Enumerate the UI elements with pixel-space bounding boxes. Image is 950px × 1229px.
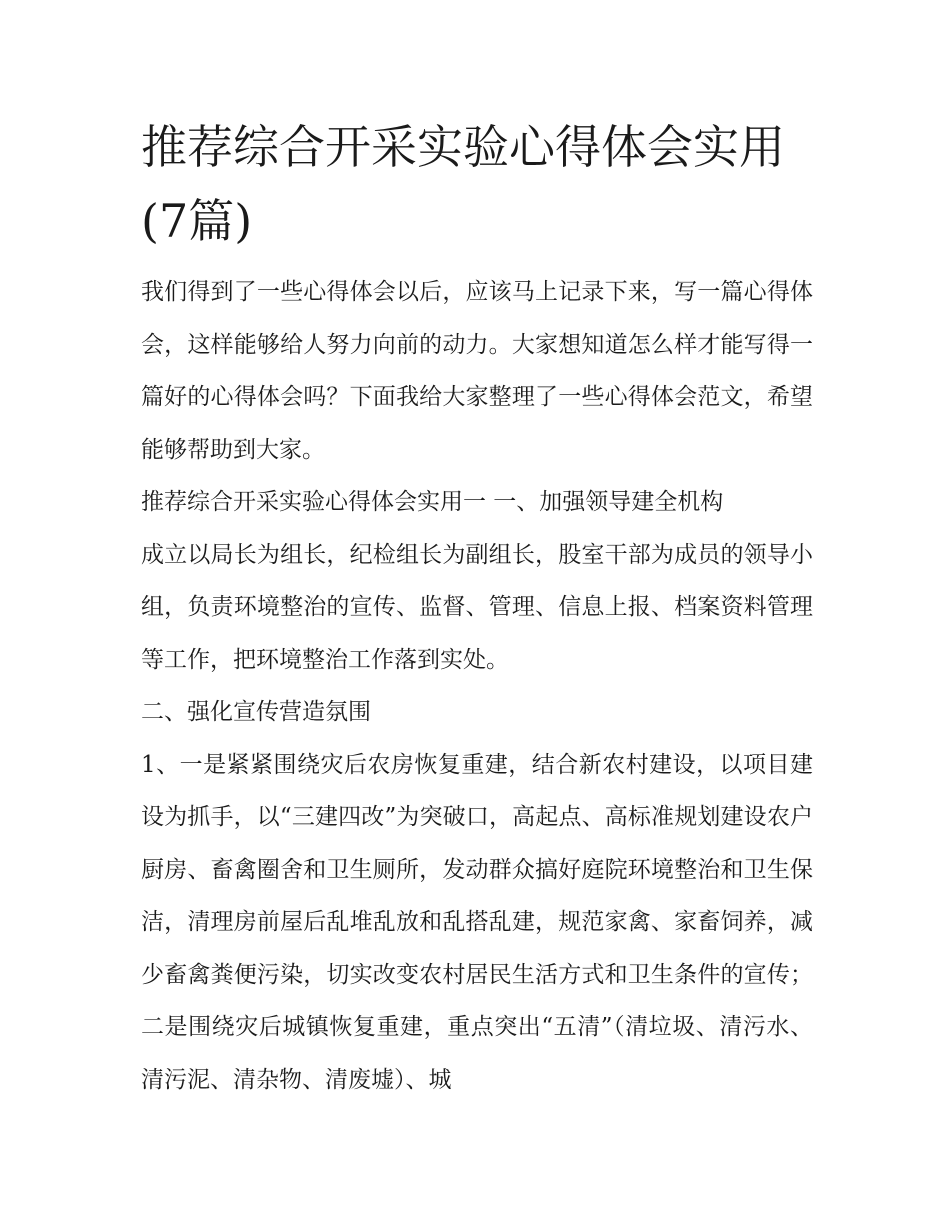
document-body (141, 110, 813, 1106)
paragraph-intro: 我们得到了一些心得体会以后，应该马上记录下来，写一篇心得体会，这样能够给人努力向前的动力。大家想知道怎么样才能写得一篇好的心得体会吗？下面我给大家整理了一些心得体会范文，希望能够帮助到大家。 (141, 279, 813, 463)
paragraph-subheading: 二、强化宣传营造氛围 (141, 699, 371, 725)
document-title: 推荐综合开采实验心得体会实用(7篇) (141, 120, 785, 248)
paragraph-item-1: 1、一是紧紧围绕灾后农房恢复重建，结合新农村建设，以项目建设为抓手，以“三建四改”为突破口，高起点、高标准规划建设农户厨房、畜禽圈舍和卫生厕所，发动群众搞好庭院环境整治和卫生保洁，清理房前屋后乱堆乱放和乱搭乱建，规范家禽、家畜饲养，减少畜禽粪便污染，切实改变农村居民生活方式和卫生条件的宣传；二是围绕灾后城镇恢复重建，重点突出“五清”（清垃圾、清污水、清污泥、清杂物、清废墟）、城 (141, 751, 813, 1093)
paragraph-leadership: 成立以局长为组长，纪检组长为副组长，股室干部为成员的领导小组，负责环境整治的宣传、监督、管理、信息上报、档案资料管理等工作，把环境整治工作落到实处。 (141, 541, 813, 673)
paragraph-section-heading: 推荐综合开采实验心得体会实用一 一、加强领导建全机构 (141, 489, 724, 515)
